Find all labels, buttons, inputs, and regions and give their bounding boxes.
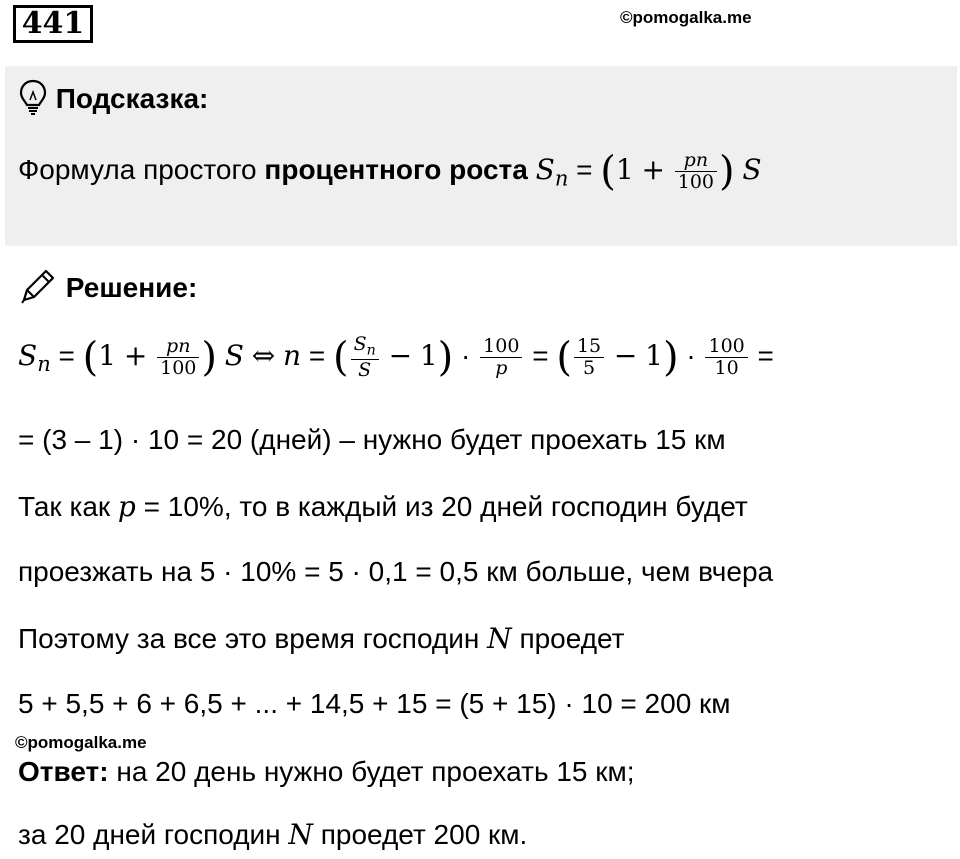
- hint-text: Формула простого процентного роста $S_n = (1$ + $\frac{pn}{100}$ ) S: [18, 148, 762, 195]
- solution-line-6: 5 + 5,5 + 6 + 6,5 + ... + 14,5 + 15 = (5 + 15) · 10 = 200 км: [18, 688, 731, 719]
- hint-title: Подсказка:: [55, 82, 209, 114]
- hint-fraction: $\frac{pn}{100}$: [675, 150, 717, 193]
- solution-line-3: Так как p = 10%, то в каждый из 20 дней господин будет: [18, 490, 748, 523]
- lightbulb-icon: [18, 78, 48, 123]
- solution-line-2: = (3 – 1) · 10 = 20 (дней) – нужно будет проехать 15 км: [18, 424, 726, 455]
- solution-line-4: проезжать на 5 · 10% = 5 · 0,1 = 0,5 км больше, чем вчера: [18, 556, 774, 587]
- solution-title-row: [18, 266, 197, 313]
- problem-number: 441: [13, 5, 93, 43]
- solution-line-5: Поэтому за все это время господин N проедет: [18, 622, 625, 655]
- solution-title: Решение:: [65, 271, 198, 303]
- watermark-top: ©pomogalka.me: [620, 8, 752, 27]
- answer-line-2: за 20 дней господин N проедет 200 км.: [18, 818, 528, 851]
- hint-bold-text: процентного роста: [264, 153, 528, 185]
- watermark-bottom: ©pomogalka.me: [15, 733, 147, 752]
- hint-title-row: [18, 78, 208, 123]
- answer-label: Ответ:: [18, 756, 109, 787]
- pencil-icon: [18, 266, 58, 313]
- solution-formula: $S_n = (1$ + $\frac{pn}{100}$ ) S ⇔ n = ( $\frac{S_n}{S}$ − 1) · $\frac{100}{p}$ = ( $\frac{15}{5}$ − 1) · $\frac{100}{10}$ =: [18, 333, 774, 381]
- answer-line-1: Ответ: на 20 день нужно будет проехать 15 км;: [18, 756, 635, 787]
- hint-formula: $S_n = (1$ + $\frac{pn}{100}$ ) S: [535, 148, 762, 195]
